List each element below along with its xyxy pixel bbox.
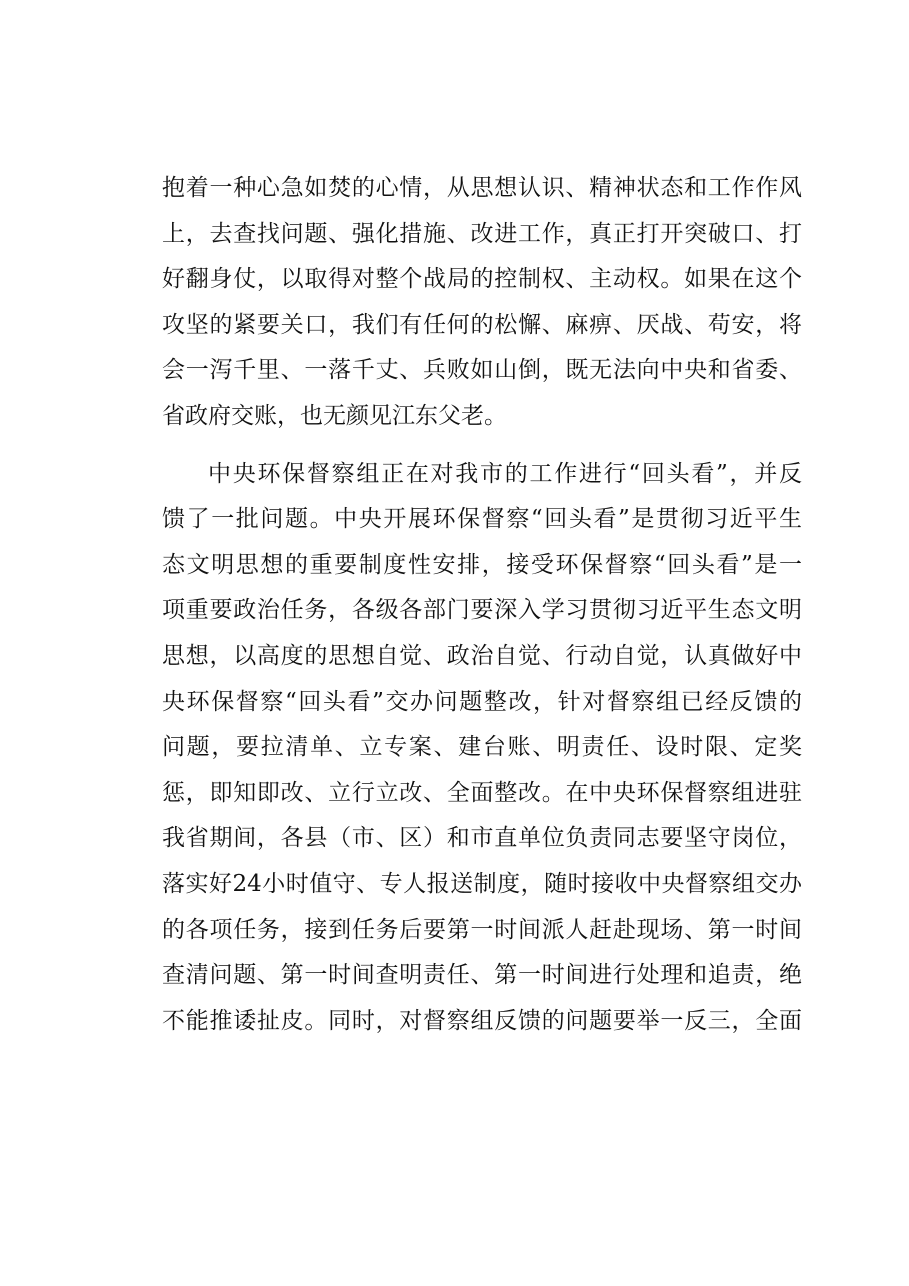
text-line: 抱着一种心急如焚的心情，从思想认识、精神状态和工作作风: [162, 175, 802, 201]
paragraph-1: [162, 166, 802, 440]
text-line: 馈了一批问题。中央开展环保督察“回头看”是贯彻习近平生: [162, 506, 802, 533]
text-line: 会一泻千里、一落千丈、兵败如山倒，既无法向中央和省委、: [162, 357, 802, 384]
text-line: 省政府交账，也无颜见江东父老。: [162, 402, 507, 429]
text-line: 央环保督察“回头看”交办问题整改，针对督察组已经反馈的: [162, 688, 802, 715]
text-line: 思想，以高度的思想自觉、政治自觉、行动自觉，认真做好中: [162, 642, 802, 669]
text-line: 惩，即知即改、立行立改、全面整改。在中央环保督察组进驻: [162, 779, 802, 806]
text-line: 项重要政治任务，各级各部门要深入学习贯彻习近平生态文明: [162, 597, 802, 624]
text-line: 攻坚的紧要关口，我们有任何的松懈、麻痹、厌战、苟安，将: [162, 311, 802, 338]
text-line: [162, 452, 802, 498]
text-line: 问题，要拉清单、立专案、建台账、明责任、设时限、定奖: [162, 734, 802, 761]
text-line: 好翻身仗，以取得对整个战局的控制权、主动权。如果在这个: [162, 266, 802, 293]
text-line: 查清问题、第一时间查明责任、第一时间进行处理和追责，绝: [162, 962, 802, 989]
text-line: 上，去查找问题、强化措施、改进工作，真正打开突破口、打: [162, 220, 802, 247]
text-line: 态文明思想的重要制度性安排，接受环保督察“回头看”是一: [162, 551, 802, 578]
text-line: 落实好24小时值守、专人报送制度，随时接收中央督察组交办: [162, 870, 802, 897]
document-body: [162, 166, 802, 1044]
text-line-content: 中央环保督察组正在对我市的工作进行“回头看”，并反: [208, 460, 802, 487]
text-line: 的各项任务，接到任务后要第一时间派人赶赴现场、第一时间: [162, 916, 802, 943]
text-line: 不能推诿扯皮。同时，对督察组反馈的问题要举一反三，全面: [162, 1007, 802, 1034]
text-line: 我省期间，各县（市、区）和市直单位负责同志要坚守岗位，: [162, 825, 802, 852]
paragraph-2: [162, 452, 802, 1045]
